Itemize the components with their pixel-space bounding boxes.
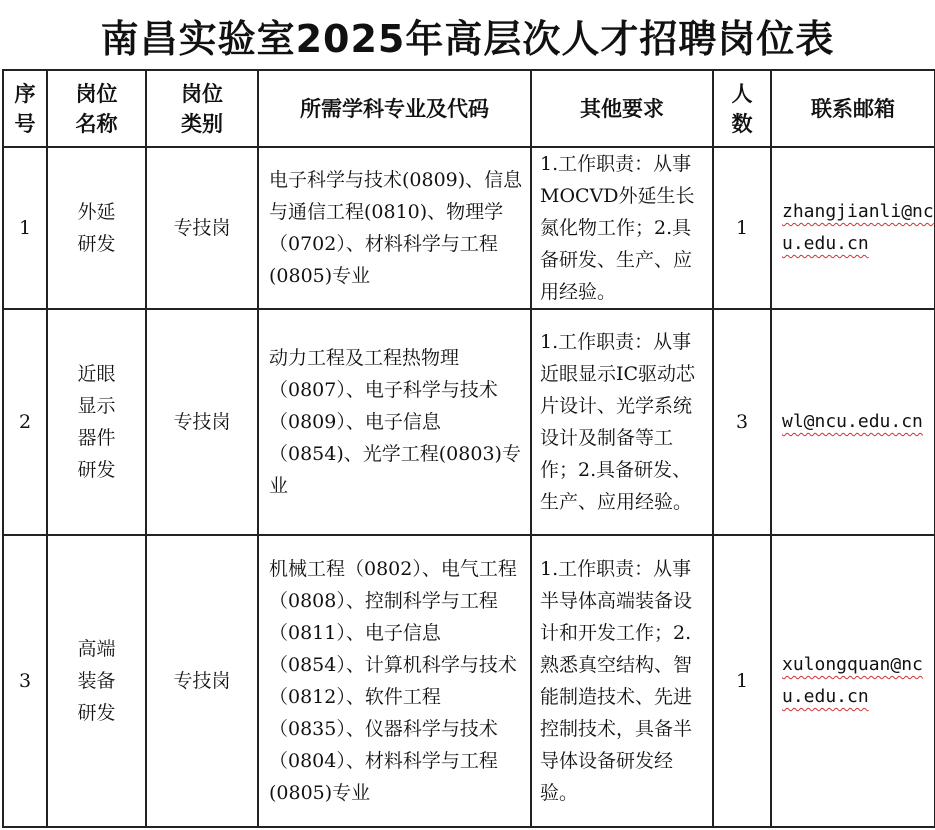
email-link[interactable]: wl@ncu.edu.cn (782, 411, 923, 432)
row-requirements: 1.工作职责：从事MOCVD外延生长氮化物工作；2.具备研发、生产、应用经验。 (531, 147, 713, 309)
page-title: 南昌实验室2025年高层次人才招聘岗位表 (100, 16, 835, 61)
header-position: 岗位名称 (47, 70, 146, 147)
row-disciplines: 机械工程（0802）、电气工程（0808）、控制科学与工程（0811）、电子信息（0854）、计算机科学与技术（0812）、软件工程（0835）、仪器科学与技术（0804）、材料科学与工程(0805)专业 (258, 535, 531, 827)
table-row (3, 147, 935, 309)
row-count: 3 (713, 309, 771, 535)
row-category: 专技岗 (146, 309, 258, 535)
header-category: 岗位类别 (146, 70, 258, 147)
header-count: 人数 (713, 70, 771, 147)
header-index: 序号 (3, 70, 47, 147)
row-category: 专技岗 (146, 147, 258, 309)
row-position: 外延研发 (47, 147, 146, 309)
row-index: 2 (3, 309, 47, 535)
recruitment-table (2, 69, 935, 828)
table-row (3, 309, 935, 535)
table-row (3, 535, 935, 827)
header-email: 联系邮箱 (771, 70, 935, 147)
row-index: 1 (3, 147, 47, 309)
row-email-cell (771, 147, 935, 309)
row-email-cell (771, 535, 935, 827)
row-position: 近眼显示器件研发 (47, 309, 146, 535)
row-position: 高端装备研发 (47, 535, 146, 827)
row-count: 1 (713, 535, 771, 827)
row-disciplines: 动力工程及工程热物理（0807）、电子科学与技术（0809）、电子信息（0854)、光学工程(0803)专业 (258, 309, 531, 535)
row-count: 1 (713, 147, 771, 309)
email-link[interactable]: xulongquan@ncu.edu.cn (782, 654, 923, 707)
row-requirements: 1.工作职责：从事近眼显示IC驱动芯片设计、光学系统设计及制备等工作；2.具备研发、生产、应用经验。 (531, 309, 713, 535)
header-disciplines: 所需学科专业及代码 (258, 70, 531, 147)
row-email-cell (771, 309, 935, 535)
header-row (3, 70, 935, 147)
row-index: 3 (3, 535, 47, 827)
row-requirements: 1.工作职责：从事半导体高端装备设计和开发工作；2.熟悉真空结构、智能制造技术、先进控制技术，具备半导体设备研发经验。 (531, 535, 713, 827)
row-disciplines: 电子科学与技术(0809)、信息与通信工程(0810)、物理学（0702）、材料科学与工程(0805)专业 (258, 147, 531, 309)
email-link[interactable]: zhangjianli@ncu.edu.cn (782, 201, 934, 254)
row-category: 专技岗 (146, 535, 258, 827)
header-requirements: 其他要求 (531, 70, 713, 147)
